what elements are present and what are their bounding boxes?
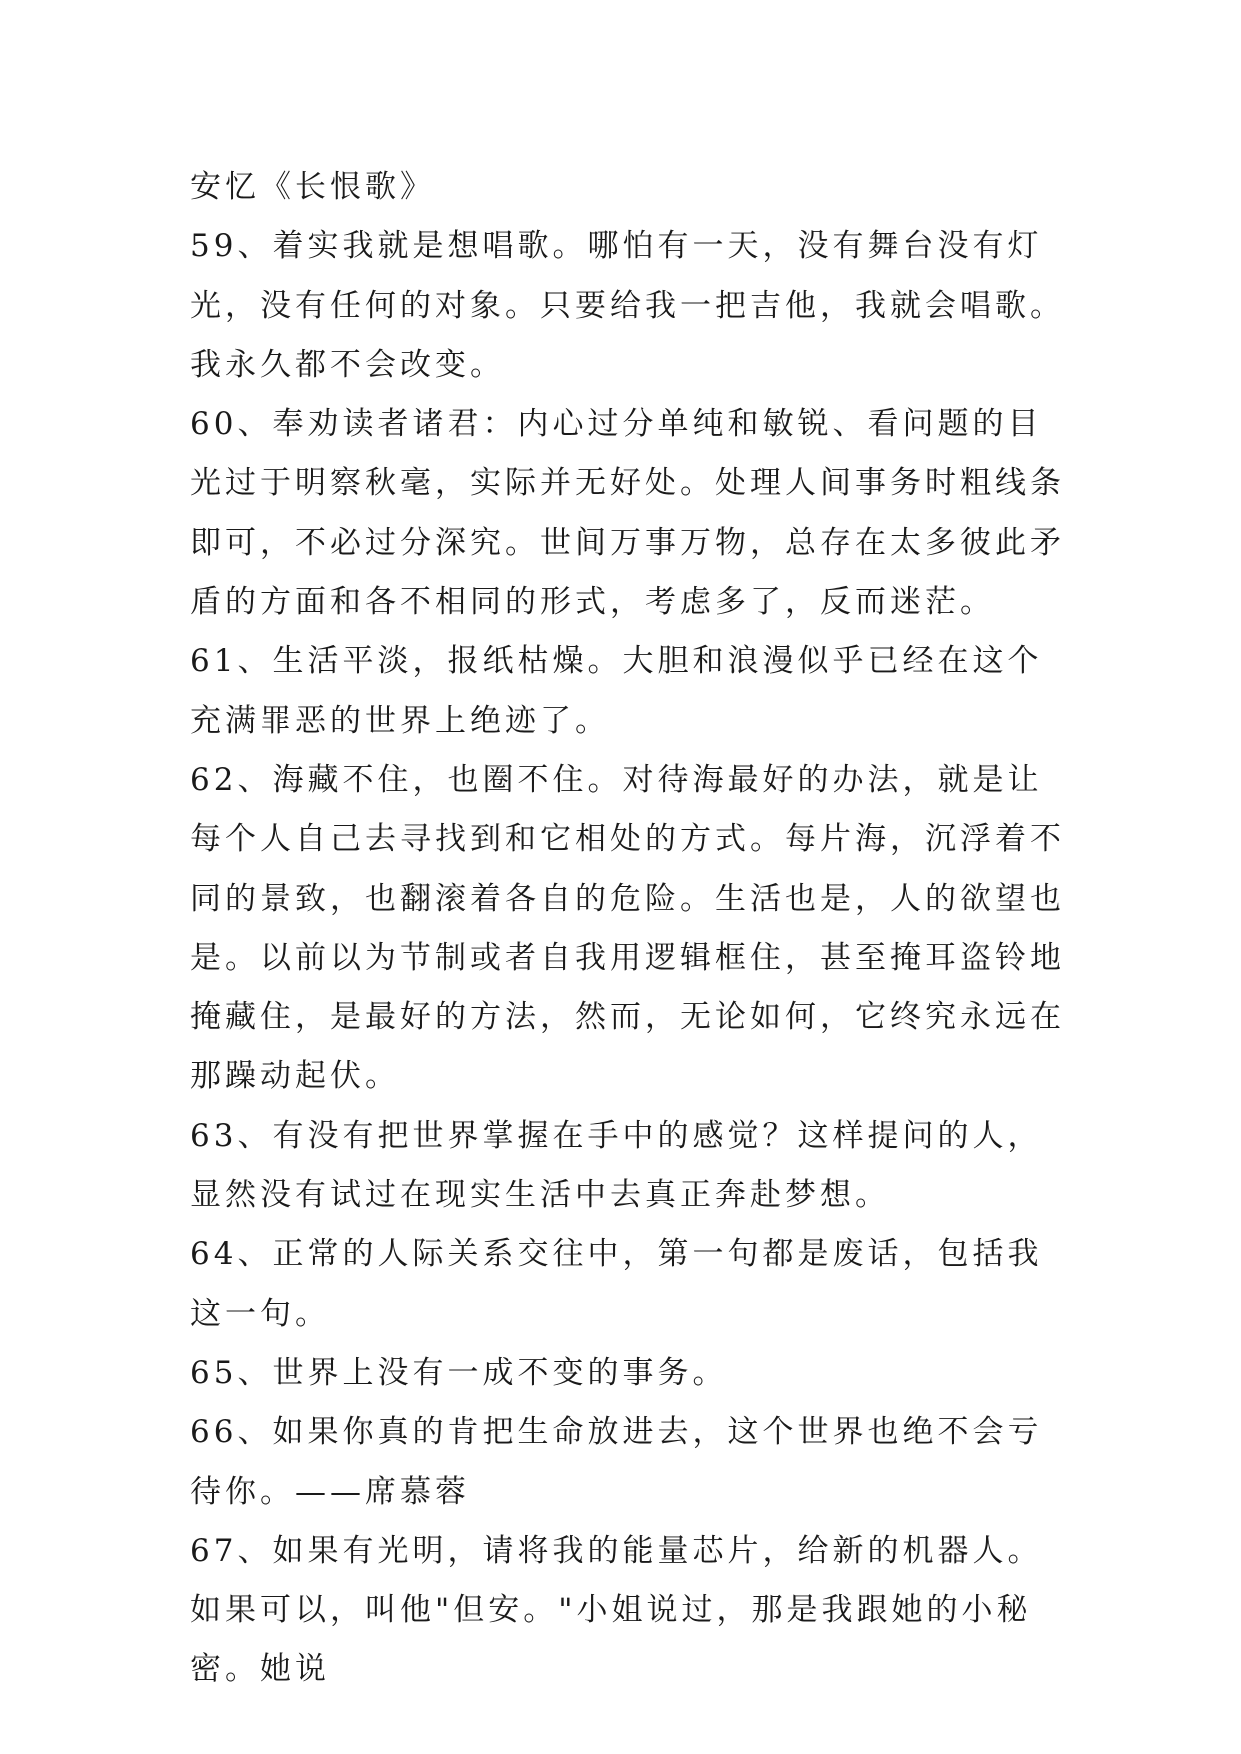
- paragraph-63: 63、有没有把世界掌握在手中的感觉？这样提问的人，显然没有试过在现实生活中去真正奔赴梦想。: [190, 1117, 1043, 1214]
- paragraph-67: 67、如果有光明，请将我的能量芯片，给新的机器人。如果可以，叫他"但安。"小姐说过，那是我跟她的小秘密。她说: [190, 1532, 1043, 1688]
- paragraph-61: 61、生活平淡，报纸枯燥。大胆和浪漫似乎已经在这个充满罪恶的世界上绝迹了。: [190, 643, 1043, 739]
- paragraph-59: 59、着实我就是想唱歌。哪怕有一天，没有舞台没有灯光，没有任何的对象。只要给我一把吉他，我就会唱歌。我永久都不会改变。: [190, 228, 1065, 383]
- paragraph-66: 66、如果你真的肯把生命放进去，这个世界也绝不会亏待你。——席慕蓉: [190, 1414, 1043, 1510]
- document-body: [190, 158, 1070, 1700]
- paragraph-source-line: 安忆《长恨歌》: [190, 169, 435, 205]
- paragraph-60: 60、奉劝读者诸君：内心过分单纯和敏锐、看问题的目光过于明察秋毫，实际并无好处。处理人间事务时粗线条即可，不必过分深究。世间万事万物，总存在太多彼此矛盾的方面和各不相同的形式，考虑多了，反而迷茫。: [190, 406, 1065, 621]
- paragraph-65: 65、世界上没有一成不变的事务。: [190, 1354, 728, 1391]
- paragraph-64: 64、正常的人际关系交往中，第一句都是废话，包括我这一句。: [190, 1236, 1043, 1332]
- paragraph-62: 62、海藏不住，也圈不住。对待海最好的办法，就是让每个人自己去寻找到和它相处的方式。每片海，沉浮着不同的景致，也翻滚着各自的危险。生活也是，人的欲望也是。以前以为节制或者自我用逻辑框住，甚至掩耳盗铃地掩藏住，是最好的方法，然而，无论如何，它终究永远在那躁动起伏。: [190, 761, 1065, 1095]
